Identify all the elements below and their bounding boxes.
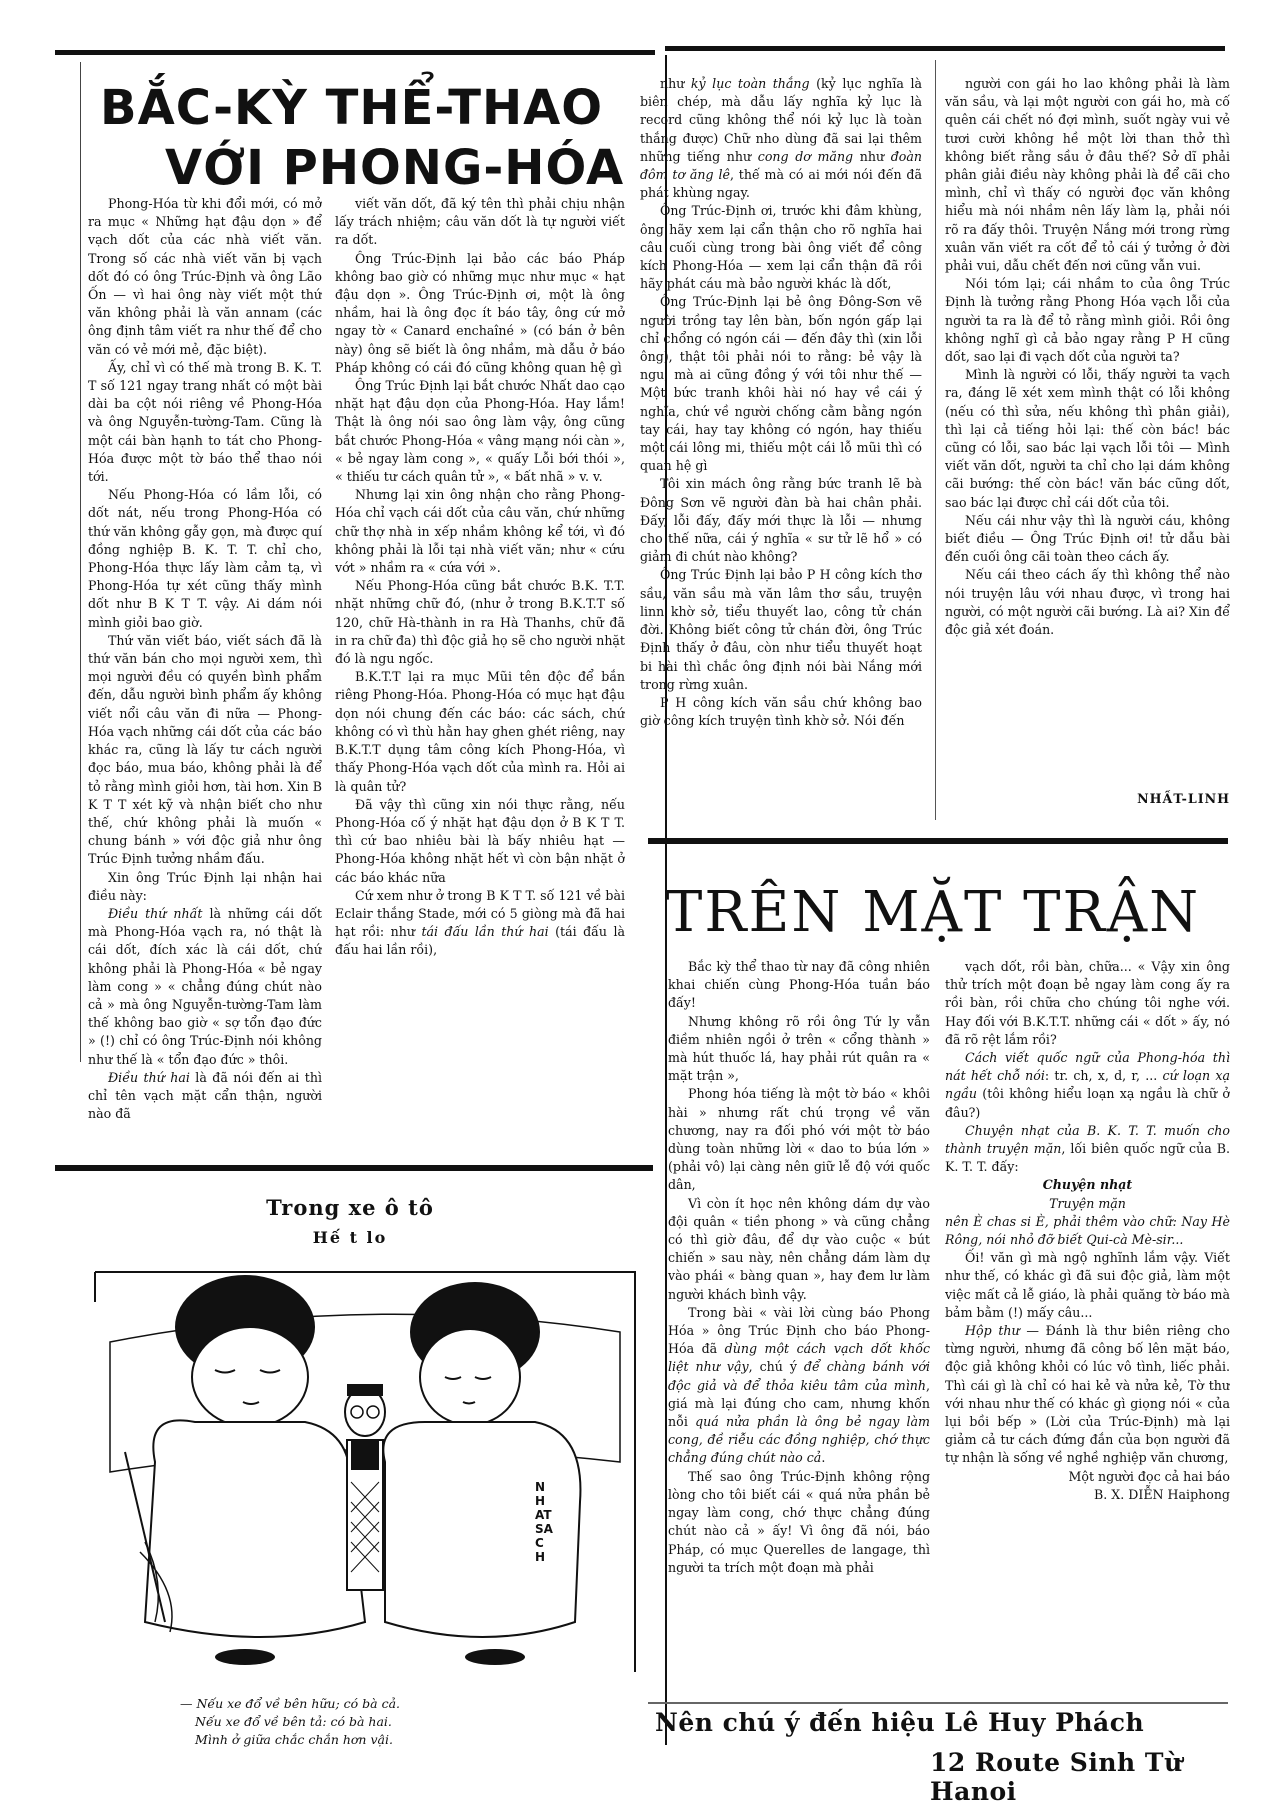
cartoon-artist-signature: NHATSACH	[535, 1480, 553, 1564]
article1-title-line1: BẮC-KỲ THỂ-THAO	[100, 80, 604, 136]
col2-paragraph: Nhưng lại xin ông nhận cho rằng Phong-Hóa chỉ vạch cái dốt của câu văn, chứ những chữ thợ nhà in xếp nhầm không kể tới, vì đó không phải là lỗi tại nhà viết văn; như « cứu vớt » nhầm ra « cứa với ».	[335, 487, 625, 576]
col1-paragraph: Nếu Phong-Hóa có lầm lỗi, có dốt nát, nếu trong Phong-Hóa có thứ văn không gẫy gọn, mà được quí đồng nghiệp B. K. T. T. chỉ cho, Phong-Hóa thực lấy làm cảm tạ, vì Phong-Hóa tự xét cũng thấy mình dốt như B K T T. vậy. Ai dám nói mình giỏi bao giờ.	[88, 487, 322, 630]
column-divider-right	[935, 60, 936, 820]
col3-paragraph: Ông Trúc Định lại bảo P H công kích thơ sầu, văn sầu mà văn lâm thơ sầu, truyện linn khờ sở, tiểu thuyết lao, công tử chán đời. Không biết công tử chán đời, ông Trúc Định thấy ở đâu, còn như tiểu thuyết hoạt bi hài thì chắc ông định nói bài Nắng mới trong rừng xuân.	[640, 567, 922, 692]
col2-paragraph: Cách viết quốc ngữ của Phong-hóa thì nát hết chỗ nói: tr. ch, x, d, r, ... cứ loạn xạ ngầu (tôi không hiểu loạn xạ ngầu là chữ ở đâu?)	[945, 1050, 1230, 1120]
cartoon-caption-2: Nếu xe đổ về bên tả: có bà hai.	[195, 1714, 392, 1729]
col2-paragraph: Một người đọc cả hai báo	[1068, 1468, 1230, 1484]
col1-paragraph: Thế sao ông Trúc-Định không rộng lòng cho tôi biết cái « quá nửa phần bẻ ngay làm cong, chớ thực chẳng đúng chút nào cả » ấy! Vì ông đã nói, báo Pháp, có mục Querelles de langage, thì người ta trích một đoạn mà phải	[668, 1468, 930, 1575]
col1-paragraph: Trong bài « vài lời cùng báo Phong Hóa » ông Trúc Định cho báo Phong-Hóa đã dùng một cách vạch dốt khốc liệt như vậy, chú ý để chàng bánh với độc giả và để thỏa kiêu tâm của mình, giá mà lại đúng cho cam, nhưng khốn nỗi quá nửa phần là ông bẻ ngay làm cong, đề riễu các đồng nghiệp, chớ thực chẳng đúng chút nào cả.	[668, 1304, 930, 1466]
article2-column-1	[668, 958, 930, 1688]
col4-paragraph: Mình là người có lỗi, thấy người ta vạch ra, đáng lẽ xét xem mình thật có lỗi không (nếu có thì sửa, nếu không thì phân giải), thì lại cả tiếng hỏi lại: thế còn bác! bác cũng có lỗi, sao bác lại vạch lỗi tôi — Mình viết văn dốt, người ta chỉ cho lại dám không cãi bướng: thế còn bác! văn bác cũng dốt, sao bác lại được chỉ cái dốt của tôi.	[945, 367, 1230, 510]
col3-paragraph: như kỷ lục toàn thắng (kỷ lục nghĩa là biên chép, mà dẫu lấy nghĩa kỷ lục là record cũng không thể nói kỷ lục là toàn thắng được) Chữ nho dùng đã sai lại thêm những tiếng như cong dơ măng như đoàn đôm tơ ăng lê, thế mà có ai mới nói đến đã phát khùng ngay.	[640, 76, 922, 201]
col2-paragraph: Truyện mặn	[1049, 1195, 1126, 1211]
left-woman-body	[145, 1420, 365, 1637]
col2-paragraph: viết văn dốt, đã ký tên thì phải chịu nhận lấy trách nhiệm; câu văn dốt là tự người viết ra dốt.	[335, 196, 625, 248]
left-woman-face	[192, 1327, 308, 1427]
col4-paragraph: Nếu cái như vậy thì là người cáu, không biết điều — Ông Trúc Định ơi! tử dẫu bài đến cuối ông cãi toàn theo cách ấy.	[945, 512, 1230, 565]
col2-paragraph: Ối! văn gì mà ngộ nghĩnh lắm vậy. Viết như thế, có khác gì đã sui độc giả, làm một việc mất cả lễ giáo, là phải quăng tờ báo mà bảm bằm (!) mấy câu...	[945, 1250, 1230, 1320]
article1-column-4	[945, 75, 1230, 775]
article1-column-1	[88, 195, 322, 1150]
cartoon-title: Trong xe ô tô	[266, 1195, 434, 1220]
col2-paragraph: Ông Trúc Định lại bắt chước Nhất dao cạo nhặt hạt đậu dọn của Phong-Hóa. Hay lắm! Thật là ông nói sao ông làm vậy, ông cũng bắt chước Phong-Hóa « vâng mạng nói càn », « bẻ ngay làm cong », « quấy Lỗi bới thói », « thiếu tư cách quân tử », « bất nhã » v. v.	[335, 378, 625, 485]
col3-paragraph: Ông Trúc-Định ơi, trước khi đâm khùng, ông hãy xem lại cẩn thận cho rõ nghĩa hai câu cuối cùng trong bài ông viết để công kích Phong-Hóa — xem lại cẩn thận đã rồi hãy phát cáu mà bảo người khác là dốt,	[640, 203, 922, 292]
article2-column-2	[945, 958, 1230, 1688]
col2-paragraph: Đã vậy thì cũng xin nói thực rằng, nếu Phong-Hóa cố ý nhặt hạt đậu dọn ở B K T T. thì cứ bao nhiêu bài là bấy nhiêu hạt — Phong-Hóa không nhặt hết vì còn bận nhặt ở các báo khác nữa	[335, 796, 625, 885]
man-collar	[351, 1440, 379, 1470]
col2-paragraph: Cứ xem như ở trong B K T T. số 121 về bài Eclair thắng Stade, mới có 5 giòng mà đã hai hạt rồi: như tái đấu lần thứ hai (tái đấu là đấu hai lần rồi),	[335, 887, 625, 958]
man-hat	[347, 1384, 383, 1396]
col2-paragraph: B. X. DIỄN Haiphong	[1094, 1486, 1230, 1502]
col1-paragraph: Vì còn ít học nên không dám dự vào đội quân « tiền phong » và cũng chẳng có thì giờ đâu, để dự vào cuộc « bút chiến » sau này, nên chẳng dám làm dự vào phái « bàng quan », hay đem lư làm người khách bình vậy.	[668, 1195, 930, 1302]
right-woman-face	[420, 1329, 520, 1425]
col2-paragraph: Nếu Phong-Hóa cũng bắt chước B.K. T.T. nhặt những chữ đó, (như ở trong B.K.T.T số 120, chữ Hà-thành in ra Hà Thanhs, chữ đã in ra chữ đa) thì độc giả họ sẽ cho người nhặt đó là ngu ngốc.	[335, 578, 625, 667]
cartoon-caption-3: Mình ở giữa chắc chắn hơn vậi.	[195, 1732, 393, 1747]
col4-paragraph: Nếu cái theo cách ấy thì không thể nào nói truyện lâu với nhau được, vì trong hai người, có một người cãi bướng. Là ai? Xin để độc giả xét đoán.	[945, 567, 1230, 638]
article1-title-line2: VỚI PHONG-HÓA	[165, 140, 625, 196]
col1-paragraph: Xin ông Trúc Định lại nhận hai điều này:	[88, 869, 322, 903]
advertisement-top-rule	[648, 1702, 1228, 1704]
col1-paragraph: Thứ văn viết báo, viết sách đã là thứ văn bán cho mọi người xem, thì mọi người đều có quyền bình phẩm đến, dẫu người bình phẩm ấy không viết nổi câu văn đi nữa — Phong-Hóa vạch những cái dốt của các báo khác ra, cũng là lấy tư cách người đọc báo, mua báo, không phải là để tỏ rằng mình giỏi hơn, tài hơn. Xin B K T T xét kỹ và nhận biết cho như thế, chứ không phải là muốn « chung bánh » với độc giả như ông Trúc Định tưởng nhầm đấu.	[88, 632, 322, 867]
cartoon-illustration	[85, 1262, 645, 1682]
col4-paragraph: Nói tóm lại; cái nhầm to của ông Trúc Định là tưởng rằng Phong Hóa vạch lỗi của người ta ra là để tỏ rằng mình giỏi. Rồi ông không nghĩ gì cả bảo ngay rằng P H cũng dốt, sao lại đi vạch dốt của người ta?	[945, 276, 1230, 365]
col1-paragraph: Điều thứ nhất là những cái dốt mà Phong-Hóa vạch ra, nó thật là cái dốt, đích xác là cái dốt, chứ không phải là Phong-Hóa « bẻ ngay làm cong » « chẳng đúng chút nào cả » mà ông Nguyễn-tường-Tam làm thế không bao giờ « sợ tổn đạo đức » (!) chỉ có ông Trúc-Định nói không như thế là « tổn đạo đức » thôi.	[88, 905, 322, 1067]
col4-paragraph: người con gái ho lao không phải là làm văn sầu, và lại một người con gái ho, mà cố quên cái chết nó đợi mình, suốt ngày vui vẻ tươi cười không hề một lời than thở thì không biết rằng sầu ở đâu thế? Sở dĩ phải phân giải điều này không phải là để cãi cho mình, chỉ vì thấy có người đọc văn không hiểu mà nói nhầm nên lấy làm lạ, phải nói rõ ra đấy thôi. Truyện Nắng mới trong rừng xuân văn viết ra cốt để tỏ cái ý tưởng ở đời phải vui, dẫu chết đến nơi cũng vẫn vui.	[945, 76, 1230, 274]
top-rule-left	[55, 50, 655, 55]
cartoon-top-rule	[55, 1165, 653, 1171]
col3-paragraph: P H công kích văn sầu chứ không bao giờ công kích truyện tình khờ sở. Nói đến	[640, 694, 922, 729]
col1-paragraph: Điều thứ hai là đã nói đến ai thì chỉ tên vạch mặt cẩn thận, người nào đã	[88, 1069, 322, 1122]
col1-paragraph: Ấy, chỉ vì có thế mà trong B. K. T. T số 121 ngay trang nhất có một bài dài ba cột nói riêng về Phong-Hóa và ông Nguyễn-tường-Tam. Cũng là một cái bàn hạnh to tát cho Phong-Hóa được một tờ báo thể thao nói tới.	[88, 359, 322, 485]
advertisement-line-1: Nên chú ý đến hiệu Lê Huy Phách	[655, 1708, 1145, 1737]
advertisement-line-2: 12 Route Sinh Từ Hanoi	[930, 1748, 1183, 1806]
right-woman-feet	[465, 1649, 525, 1665]
col1-paragraph: Phong hóa tiếng là một tờ báo « khôi hài » nhưng rất chú trọng về văn chương, nay ra đối phó với một tờ báo dùng toàn những lời « dao to búa lớn » (phải vô) lại càng nên giữ lễ độ với quốc dân,	[668, 1086, 930, 1193]
top-rule-right	[665, 46, 1225, 51]
col2-paragraph: Ông Trúc-Định lại bảo các báo Pháp không bao giờ có những mục như mục « hạt đậu dọn ». Ông Trúc-Định ơi, một là ông nhầm, hai là ông đọc ít báo tây, ông cứ mở ngay tờ « Canard enchaîné » (có bán ở bên này) ông sẽ biết là ông nhầm, mà dẫu ở báo Pháp không có cái đó cũng không quan hệ gì	[335, 250, 625, 375]
col2-paragraph: B.K.T.T lại ra mục Mũi tên độc để bắn riêng Phong-Hóa. Phong-Hóa có mục hạt đậu dọn nói chung đến các báo: các sách, chứ không có vì thù hằn hay ghen ghét riêng, nay B.K.T.T dụng tâm công kích Phong-Hóa, vì thấy Phong-Hóa vạch dốt của mình ra. Hỏi ai là quân tử?	[335, 669, 625, 794]
col2-paragraph: nên È chas si È, phải thêm vào chữ: Nay Hè Rông, nói nhỏ đỡ biết Qui-cà Mè-sir...	[945, 1213, 1230, 1248]
col2-paragraph: Chuyện nhạt	[1042, 1177, 1133, 1193]
column-divider-left	[80, 62, 81, 1062]
col2-paragraph: Hộp thư — Đánh là thư biên riêng cho từng người, nhưng đã công bố lên mặt báo, độc giả không khỏi có lúc vô tình, liếc phải. Thì cái gì là chỉ có hai kẻ và nửa kẻ, Tờ thư với nhau như thế có khác gì giọng nói « của lụi bồi bếp » (Lời của Trúc-Định) mà lại giảm cả tư cách đứng đắn của bọn người đã tự nhận là sống về nghề nghiệp văn chương,	[945, 1323, 1230, 1466]
col2-paragraph: vạch dốt, rồi bàn, chữa... « Vậy xin ông thử trích một đoạn bẻ ngay làm cong ấy ra rồi bàn, rồi chữa cho chúng tôi nghe với. Hay đối với B.K.T.T. những cái « dốt » ấy, nó đã rõ rệt lắm rồi?	[945, 959, 1230, 1047]
cartoon-caption-1: — Nếu xe đổ về bên hữu; có bà cả.	[180, 1696, 401, 1711]
cartoon-author: Hế t lo	[312, 1228, 388, 1247]
article1-signature: NHẤT-LINH	[1137, 791, 1230, 806]
col1-paragraph: Phong-Hóa từ khi đổi mới, có mở ra mục « Những hạt đậu dọn » để vạch dốt của các nhà viết văn. Trong số các nhà viết văn bị vạch dốt đó có ông Trúc-Định và ông Lão Ốn — vì hai ông này viết một thứ văn không phải là văn annam (các ông định tâm viết ra như thế để cho văn có vẻ mới mẻ, đặc biệt).	[88, 196, 322, 357]
article2-top-rule	[648, 838, 1228, 844]
article1-column-2	[335, 195, 625, 1150]
col1-paragraph: Nhưng không rõ rồi ông Tứ ly vẫn điềm nhiên ngồi ở trên « cổng thành » mà hút thuốc lá, hay phải rút quân ra « mặt trận »,	[668, 1013, 930, 1084]
col3-paragraph: Ông Trúc-Định lại bẻ ông Đông-Sơn vẽ người trồng tay lên bàn, bốn ngón gấp lại chỉ chổng có ngón cái — đến đây thì (xin lỗi ông), thật tôi phải nói to rằng: bẻ vậy là ngu, mà ai cũng đồng ý với tôi như thế — Một bức tranh khôi hài nó hay về cái ý nghĩa, chứ về người chống cằm bằng ngón tay cái, hay tay không có ngón, hay thiếu một cái lông mi, thiếu một cái lỗ mũi thì có quan hệ gì	[640, 294, 922, 474]
article1-column-3	[640, 75, 922, 820]
col1-paragraph: Bắc kỳ thể thao từ nay đã công nhiên khai chiến cùng Phong-Hóa tuần báo đấy!	[668, 959, 930, 1011]
left-woman-feet	[215, 1649, 275, 1665]
col2-paragraph: Chuyện nhạt của B. K. T. T. muốn cho thành truyện mặn, lối biên quốc ngữ của B. K. T. T. đấy:	[945, 1122, 1230, 1175]
article1-signature-wrap	[945, 790, 1230, 812]
col3-paragraph: Tôi xin mách ông rằng bức tranh lẽ bà Đông Sơn vẽ người đàn bà hai chân phải. Đấy, lỗi đấy, đấy mới thực là lỗi — nhưng cho thế nữa, cái ý nghĩa « sư tử lẽ hổ » có giảm đi chút nào không?	[640, 476, 922, 565]
article2-title: TRÊN MẶT TRẬN	[665, 880, 1201, 945]
